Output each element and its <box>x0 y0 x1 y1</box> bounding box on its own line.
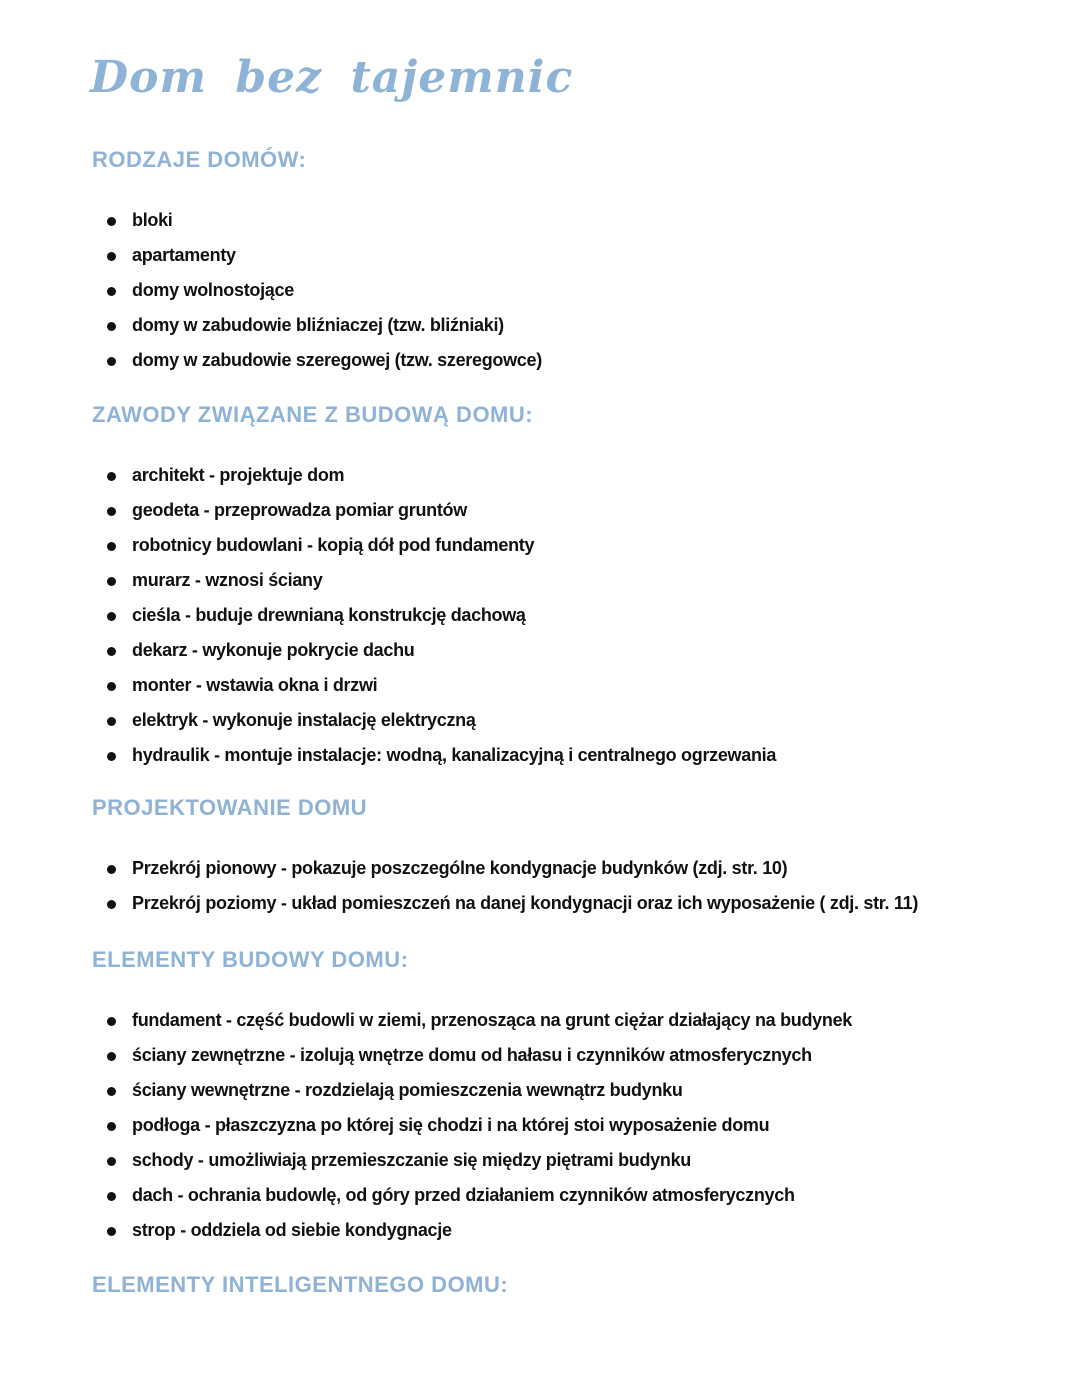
list-item <box>92 703 776 738</box>
list-item-text: domy wolnostojące <box>132 280 294 300</box>
bullet-icon <box>107 752 116 761</box>
bullet-list <box>92 851 918 921</box>
bullet-icon <box>107 900 116 909</box>
bullet-icon <box>107 1122 116 1131</box>
section-heading: RODZAJE DOMÓW: <box>92 147 307 172</box>
section-heading: ELEMENTY INTELIGENTNEGO DOMU: <box>92 1272 509 1297</box>
list-item-text: geodeta - przeprowadza pomiar gruntów <box>132 500 467 520</box>
section <box>92 945 852 1248</box>
list-item <box>92 308 542 343</box>
bullet-icon <box>107 1227 116 1236</box>
list-item <box>92 668 776 703</box>
list-item-text: bloki <box>132 210 173 230</box>
list-item <box>92 738 776 773</box>
list-item <box>92 633 776 668</box>
list-item <box>92 458 776 493</box>
bullet-icon <box>107 647 116 656</box>
list-item <box>92 851 918 886</box>
bullet-icon <box>107 542 116 551</box>
bullet-icon <box>107 865 116 874</box>
list-item <box>92 343 542 378</box>
list-item-text: dach - ochrania budowlę, od góry przed działaniem czynników atmosferycznych <box>132 1185 795 1205</box>
list-item <box>92 563 776 598</box>
section-heading: ZAWODY ZWIĄZANE Z BUDOWĄ DOMU: <box>92 402 534 427</box>
list-item-text: fundament - część budowli w ziemi, przenosząca na grunt ciężar działający na budynek <box>132 1010 852 1030</box>
bullet-icon <box>107 1087 116 1096</box>
list-item <box>92 238 542 273</box>
list-item-text: murarz - wznosi ściany <box>132 570 323 590</box>
list-item <box>92 598 776 633</box>
list-item-text: apartamenty <box>132 245 236 265</box>
list-item <box>92 1108 852 1143</box>
bullet-icon <box>107 1192 116 1201</box>
list-item <box>92 1178 852 1213</box>
bullet-icon <box>107 217 116 226</box>
bullet-list <box>92 458 776 773</box>
bullet-icon <box>107 612 116 621</box>
bullet-icon <box>107 357 116 366</box>
list-item-text: podłoga - płaszczyzna po której się chodzi i na której stoi wyposażenie domu <box>132 1115 770 1135</box>
bullet-icon <box>107 322 116 331</box>
bullet-icon <box>107 682 116 691</box>
list-item <box>92 203 542 238</box>
section <box>92 793 918 921</box>
list-item-text: architekt - projektuje dom <box>132 465 345 485</box>
list-item-text: ściany wewnętrzne - rozdzielają pomieszczenia wewnątrz budynku <box>132 1080 683 1100</box>
list-item-text: schody - umożliwiają przemieszczanie się między piętrami budynku <box>132 1150 691 1170</box>
list-item-text: domy w zabudowie bliźniaczej (tzw. bliźniaki) <box>132 315 504 335</box>
list-item-text: elektryk - wykonuje instalację elektryczną <box>132 710 476 730</box>
list-item-text: monter - wstawia okna i drzwi <box>132 675 378 695</box>
list-item <box>92 1003 852 1038</box>
section <box>92 400 776 773</box>
list-item <box>92 886 918 921</box>
list-item-text: ściany zewnętrzne - izolują wnętrze domu od hałasu i czynników atmosferycznych <box>132 1045 812 1065</box>
bullet-icon <box>107 1052 116 1061</box>
list-item-text: dekarz - wykonuje pokrycie dachu <box>132 640 415 660</box>
bullet-icon <box>107 472 116 481</box>
list-item <box>92 1213 852 1248</box>
list-item-text: cieśla - buduje drewnianą konstrukcję dachową <box>132 605 526 625</box>
bullet-list <box>92 1003 852 1248</box>
list-item-text: hydraulik - montuje instalacje: wodną, kanalizacyjną i centralnego ogrzewania <box>132 745 777 765</box>
section-heading: PROJEKTOWANIE DOMU <box>92 795 368 820</box>
list-item <box>92 528 776 563</box>
list-item-text: Przekrój poziomy - układ pomieszczeń na danej kondygnacji oraz ich wyposażenie ( zdj. str. 11) <box>132 893 919 913</box>
bullet-icon <box>107 577 116 586</box>
list-item <box>92 1143 852 1178</box>
list-item-text: Przekrój pionowy - pokazuje poszczególne kondygnacje budynków (zdj. str. 10) <box>132 858 788 878</box>
list-item <box>92 1073 852 1108</box>
list-item <box>92 1038 852 1073</box>
section-heading: ELEMENTY BUDOWY DOMU: <box>92 947 409 972</box>
bullet-icon <box>107 287 116 296</box>
list-item-text: robotnicy budowlani - kopią dół pod fundamenty <box>132 535 535 555</box>
bullet-icon <box>107 1157 116 1166</box>
bullet-list <box>92 203 542 378</box>
bullet-icon <box>107 507 116 516</box>
list-item-text: domy w zabudowie szeregowej (tzw. szeregowce) <box>132 350 542 370</box>
page-title: Dom bez tajemnic <box>90 52 574 103</box>
section <box>92 145 542 378</box>
list-item-text: strop - oddziela od siebie kondygnacje <box>132 1220 452 1240</box>
bullet-icon <box>107 1017 116 1026</box>
section <box>92 1270 508 1300</box>
bullet-icon <box>107 717 116 726</box>
list-item <box>92 273 542 308</box>
list-item <box>92 493 776 528</box>
bullet-icon <box>107 252 116 261</box>
